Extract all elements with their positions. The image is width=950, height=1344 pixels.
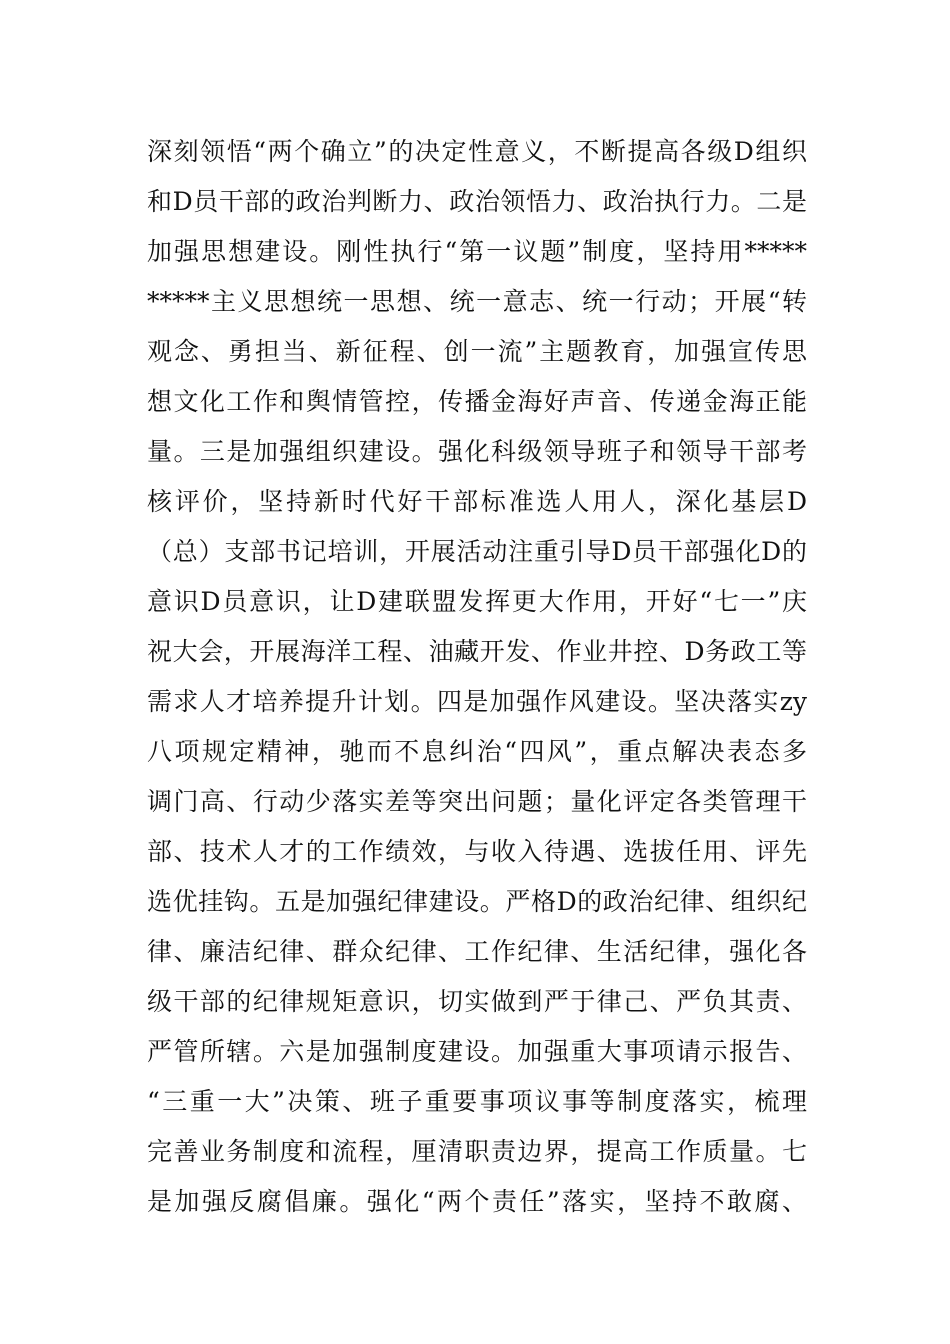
text-line: 意识D员意识，让D建联盟发挥更大作用，开好“七一”庆: [147, 587, 807, 616]
text-line: *****主义思想统一思想、统一意志、统一行动；开展“转: [147, 287, 807, 316]
text-line: 调门高、行动少落实差等突出问题；量化评定各类管理干: [147, 787, 807, 816]
text-line: 观念、勇担当、新征程、创一流”主题教育，加强宣传思: [147, 337, 807, 366]
text-line: 加强思想建设。刚性执行“第一议题”制度，坚持用*****: [147, 237, 807, 266]
text-line: 想文化工作和舆情管控，传播金海好声音、传递金海正能: [147, 387, 807, 416]
text-line: 八项规定精神，驰而不息纠治“四风”，重点解决表态多: [147, 737, 807, 766]
text-line: 选优挂钩。五是加强纪律建设。严格D的政治纪律、组织纪: [147, 887, 807, 916]
text-line: “三重一大”决策、班子重要事项议事等制度落实，梳理: [147, 1087, 807, 1116]
text-line: 部、技术人才的工作绩效，与收入待遇、选拔任用、评先: [147, 837, 807, 866]
text-line: 律、廉洁纪律、群众纪律、工作纪律、生活纪律，强化各: [147, 937, 807, 966]
text-line: 深刻领悟“两个确立”的决定性意义，不断提高各级D组织: [147, 137, 807, 166]
text-line: 祝大会，开展海洋工程、油藏开发、作业井控、D务政工等: [147, 637, 807, 666]
text-line: 需求人才培养提升计划。四是加强作风建设。坚决落实zy: [147, 687, 807, 716]
text-line: （总）支部书记培训，开展活动注重引导D员干部强化D的: [147, 537, 807, 566]
text-line: 是加强反腐倡廉。强化“两个责任”落实，坚持不敢腐、: [147, 1187, 807, 1216]
text-line: 量。三是加强组织建设。强化科级领导班子和领导干部考: [147, 437, 807, 466]
text-line: 核评价，坚持新时代好干部标准选人用人，深化基层D: [147, 487, 807, 516]
text-line: 和D员干部的政治判断力、政治领悟力、政治执行力。二是: [147, 187, 807, 216]
text-line: 严管所辖。六是加强制度建设。加强重大事项请示报告、: [147, 1037, 807, 1066]
text-line: 完善业务制度和流程，厘清职责边界，提高工作质量。七: [147, 1137, 807, 1166]
text-line: 级干部的纪律规矩意识，切实做到严于律己、严负其责、: [147, 987, 807, 1016]
